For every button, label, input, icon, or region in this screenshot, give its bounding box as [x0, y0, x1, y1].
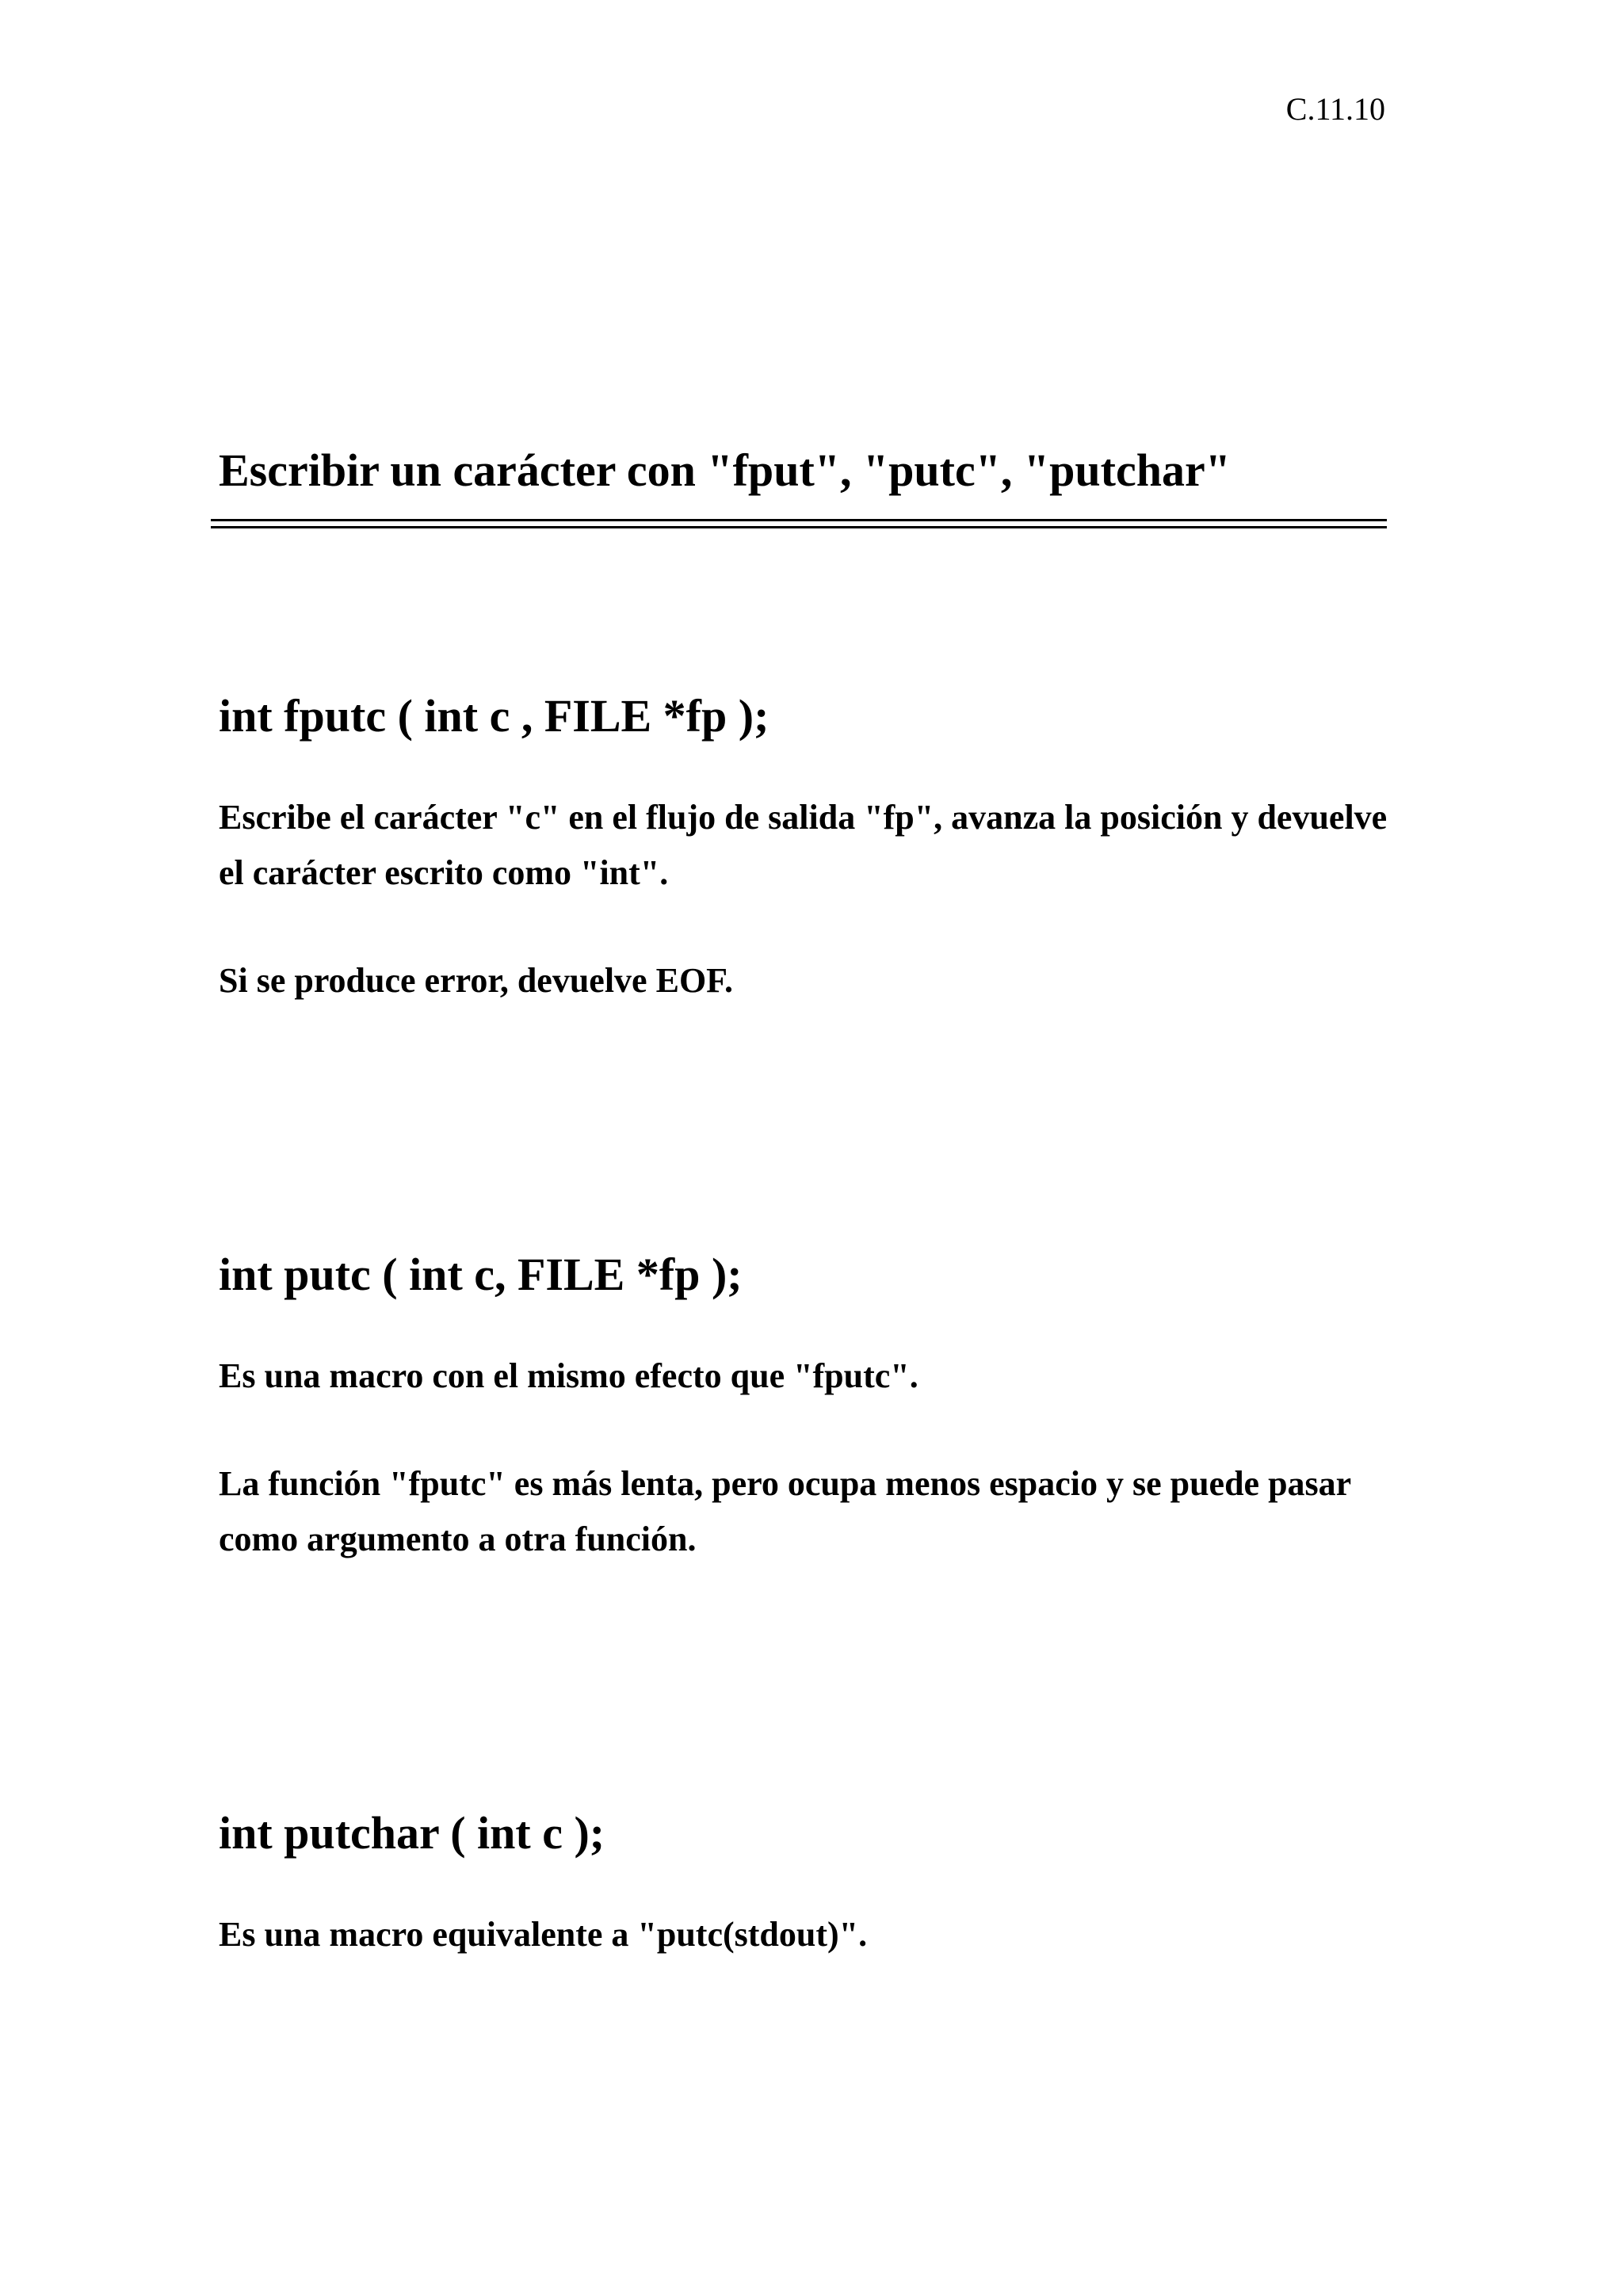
- section-fputc: [219, 690, 1392, 1009]
- title-double-rule: [211, 519, 1387, 528]
- fputc-error-note: Si se produce error, devuelve EOF.: [219, 961, 733, 1000]
- putc-comparison-note: La función "fputc" es más lenta, pero ocupa menos espacio y se puede pasar como argumento a otra función.: [219, 1464, 1351, 1558]
- function-signature-putchar: int putchar ( int c );: [219, 1807, 605, 1859]
- section-putc: [219, 1249, 1392, 1567]
- fputc-description: Escribe el carácter "c" en el flujo de salida "fp", avanza la posición y devuelve el carácter escrito como "int".: [219, 798, 1388, 892]
- putc-description: Es una macro con el mismo efecto que "fputc".: [219, 1356, 918, 1395]
- page-title: Escribir un carácter con "fput", "putc", "putchar": [219, 444, 1231, 496]
- section-putchar: [219, 1807, 1392, 1962]
- page-number: C.11.10: [1285, 91, 1385, 127]
- putchar-description: Es una macro equivalente a "putc(stdout)".: [219, 1915, 868, 1954]
- function-signature-putc: int putc ( int c, FILE *fp );: [219, 1249, 743, 1300]
- function-signature-fputc: int fputc ( int c , FILE *fp );: [219, 690, 769, 742]
